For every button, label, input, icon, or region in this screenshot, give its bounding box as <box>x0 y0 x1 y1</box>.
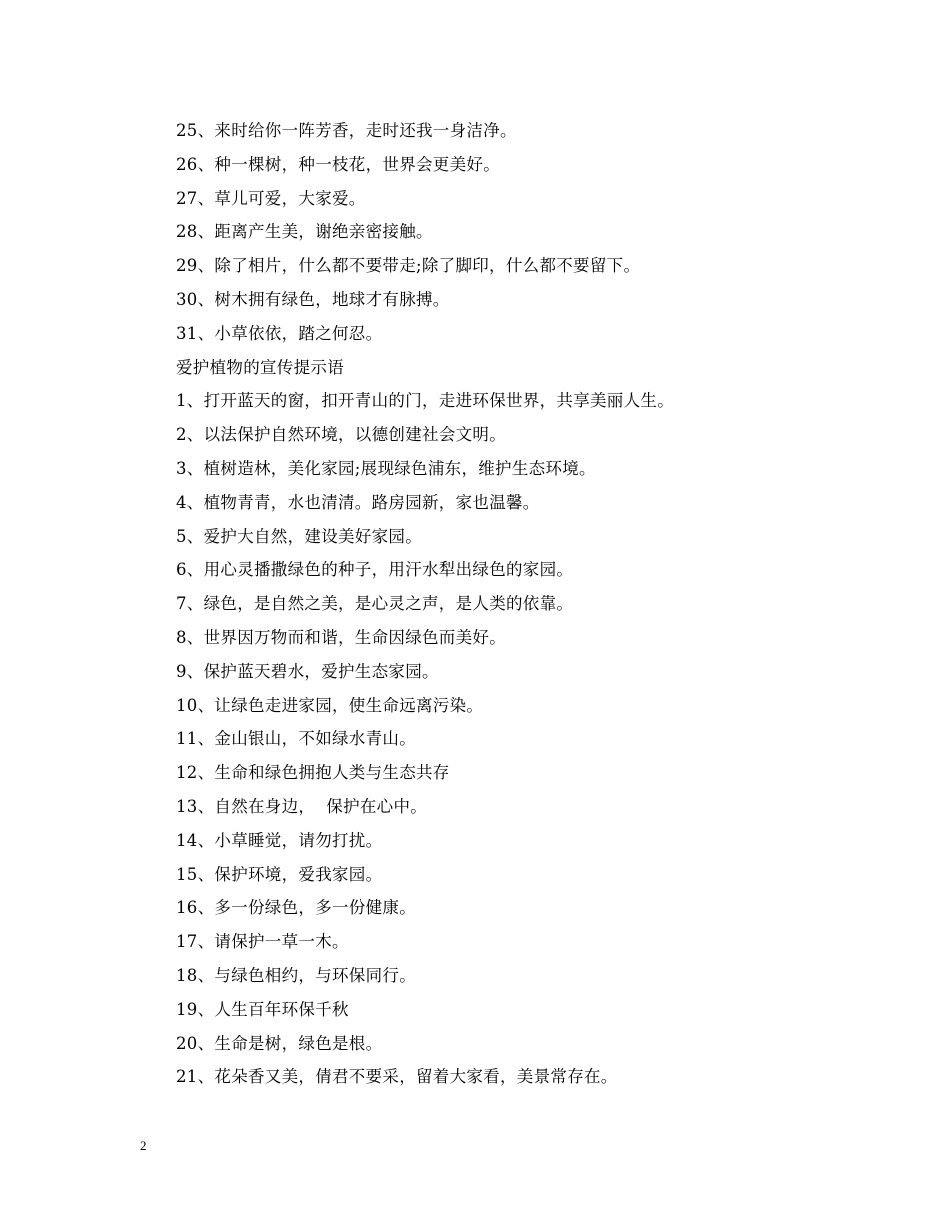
text-line: 16、多一份绿色，多一份健康。 <box>176 898 416 918</box>
text-line: 2、以法保护自然环境，以德创建社会文明。 <box>176 425 506 445</box>
text-line: 12、生命和绿色拥抱人类与生态共存 <box>176 763 450 783</box>
text-line: 26、种一棵树，种一枝花，世界会更美好。 <box>176 154 500 174</box>
text-line: 27、草儿可爱，大家爱。 <box>176 188 366 208</box>
text-line: 17、请保护一草一木。 <box>176 932 349 952</box>
text-line: 30、树木拥有绿色，地球才有脉搏。 <box>176 289 450 309</box>
text-line: 13、自然在身边， 保护在心中。 <box>176 796 428 816</box>
text-line: 31、小草依依，踏之何忍。 <box>176 323 383 343</box>
text-line: 3、植树造林，美化家园;展现绿色浦东，维护生态环境。 <box>176 458 596 478</box>
text-line: 15、保护环境，爱我家园。 <box>176 864 383 884</box>
section-heading: 爱护植物的宣传提示语 <box>176 357 344 377</box>
text-line: 9、保护蓝天碧水，爱护生态家园。 <box>176 661 439 681</box>
text-line: 8、世界因万物而和谐，生命因绿色而美好。 <box>176 627 506 647</box>
text-line: 1、打开蓝天的窗，扣开青山的门，走进环保世界，共享美丽人生。 <box>176 391 674 411</box>
text-line: 14、小草睡觉，请勿打扰。 <box>176 830 383 850</box>
text-line: 21、花朵香又美，倩君不要采，留着大家看，美景常存在。 <box>176 1067 618 1087</box>
text-body <box>176 117 876 1097</box>
page-number: 2 <box>140 1138 147 1153</box>
text-line: 28、距离产生美，谢绝亲密接触。 <box>176 222 433 242</box>
text-line: 5、爱护大自然，建设美好家园。 <box>176 526 422 546</box>
text-line: 10、让绿色走进家园，使生命远离污染。 <box>176 695 484 715</box>
text-line: 20、生命是树，绿色是根。 <box>176 1033 383 1053</box>
text-line: 18、与绿色相约，与环保同行。 <box>176 965 416 985</box>
text-line: 25、来时给你一阵芳香，走时还我一身洁净。 <box>176 121 517 140</box>
text-line: 4、植物青青，水也清清。路房园新，家也温馨。 <box>176 492 540 512</box>
text-line: 11、金山银山，不如绿水青山。 <box>176 729 416 749</box>
text-line: 6、用心灵播撒绿色的种子，用汗水犁出绿色的家园。 <box>176 560 574 580</box>
text-line: 29、除了相片，什么都不要带走;除了脚印，什么都不要留下。 <box>176 256 641 276</box>
text-line: 7、绿色，是自然之美，是心灵之声，是人类的依靠。 <box>176 594 574 614</box>
text-line: 19、人生百年环保千秋 <box>176 999 349 1019</box>
